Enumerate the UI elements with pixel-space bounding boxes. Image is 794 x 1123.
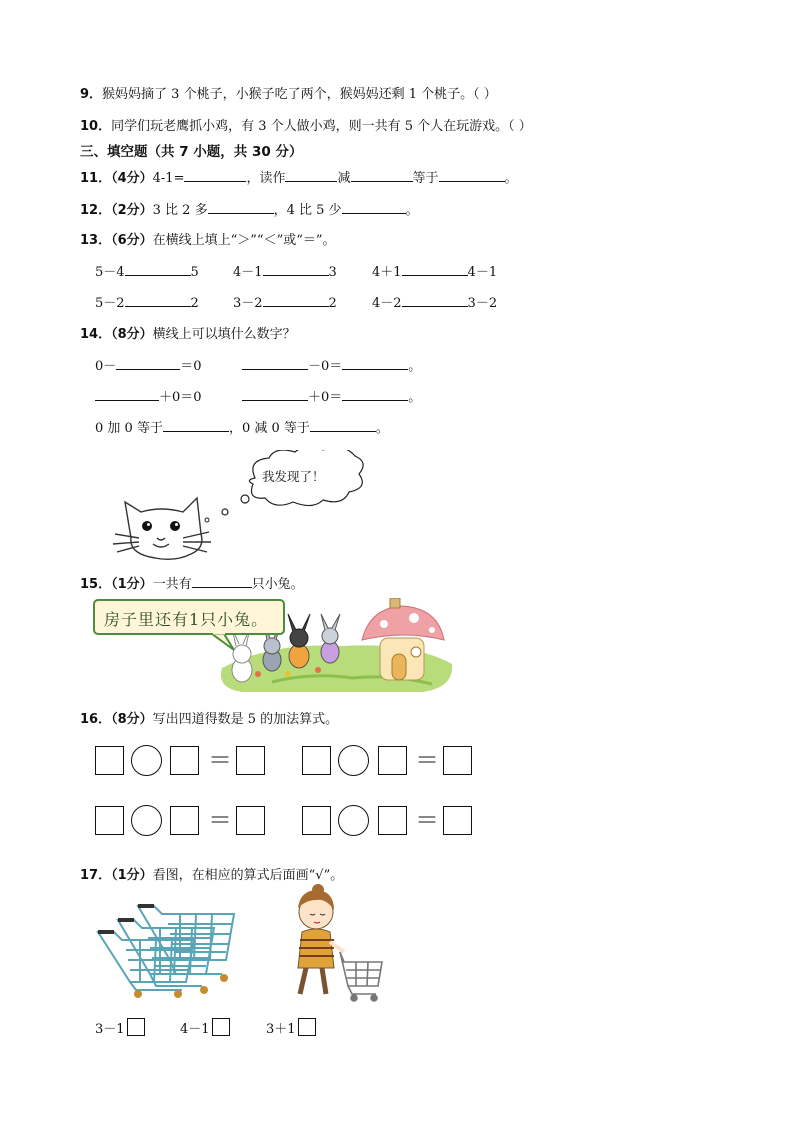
shopping-cart-icon	[98, 932, 194, 990]
answer-blank[interactable]	[263, 263, 329, 276]
text: 4－1	[467, 265, 498, 280]
compare-item	[372, 292, 497, 311]
thought-bubble	[205, 450, 363, 522]
text: 5－4	[95, 265, 125, 280]
fill-item	[95, 386, 202, 405]
question-12	[80, 199, 419, 218]
text: ，0 减 0 等于	[228, 421, 310, 436]
text: 。	[408, 390, 422, 405]
question-number: 14．	[80, 327, 112, 342]
rabbit-icon	[321, 614, 340, 663]
option-expression: 3＋1	[266, 1022, 296, 1037]
text: 2	[328, 296, 337, 311]
text: 。	[504, 171, 518, 186]
text: －0＝	[308, 359, 343, 374]
cat-face-icon	[113, 498, 211, 559]
text: 2	[190, 296, 199, 311]
text: 3－2	[467, 296, 498, 311]
answer-blank[interactable]	[263, 294, 329, 307]
option-expression: 4－1	[180, 1022, 210, 1037]
question-text: 写出四道得数是 5 的加法算式。	[152, 712, 339, 727]
wheel-icon	[200, 986, 208, 994]
question-score: （1分）	[111, 577, 153, 592]
question-number: 10．	[80, 119, 112, 134]
question-number: 12．	[80, 203, 112, 218]
question-score: （4分）	[111, 171, 153, 186]
expression: 4-1=	[152, 171, 185, 186]
text: 一共有	[152, 577, 192, 592]
answer-blank[interactable]	[342, 357, 408, 370]
rabbit-icon	[232, 628, 252, 682]
question-15	[80, 573, 304, 592]
option-item	[180, 1018, 230, 1037]
question-17	[80, 864, 343, 883]
equals-sign: ＝	[208, 806, 232, 834]
text: ，4 比 5 少	[273, 203, 342, 218]
question-score: （6分）	[111, 233, 153, 248]
text: ＝0	[180, 359, 202, 374]
cat-illustration	[105, 450, 370, 565]
answer-box[interactable]	[95, 806, 124, 835]
option-item	[95, 1018, 145, 1037]
text: 只小兔。	[251, 577, 304, 592]
answer-box[interactable]	[443, 806, 472, 835]
check-box[interactable]	[212, 1018, 230, 1036]
question-text: 在横线上填上“＞”“＜”或“＝”。	[152, 233, 336, 248]
shopping-carts-illustration	[92, 898, 242, 1002]
text: 5	[190, 265, 199, 280]
girl-icon	[298, 884, 344, 994]
text: 4－2	[372, 296, 402, 311]
question-number: 9．	[80, 87, 103, 102]
answer-blank[interactable]	[95, 388, 159, 401]
answer-blank[interactable]	[192, 575, 252, 588]
girl-with-cart-illustration	[282, 882, 388, 1004]
answer-box[interactable]	[95, 746, 124, 775]
section-heading: 三、填空题（共 7 小题，共 30 分）	[80, 144, 303, 160]
question-score: （2分）	[111, 203, 153, 218]
question-10	[80, 115, 532, 134]
answer-blank[interactable]	[116, 357, 180, 370]
text: ，读作	[246, 171, 286, 186]
rabbit-icon	[288, 614, 310, 668]
operator-circle[interactable]	[338, 745, 369, 776]
answer-box[interactable]	[170, 806, 199, 835]
text: 5－2	[95, 296, 125, 311]
bubble-text: 我发现了！	[262, 469, 325, 484]
fill-item	[95, 355, 202, 374]
wheel-icon	[134, 990, 142, 998]
text: 3－2	[233, 296, 263, 311]
question-number: 13．	[80, 233, 112, 248]
question-score: （8分）	[111, 327, 153, 342]
fill-item	[242, 355, 421, 374]
answer-blank[interactable]	[163, 419, 229, 432]
answer-box[interactable]	[378, 746, 407, 775]
answer-blank[interactable]	[285, 169, 337, 182]
equals-sign: ＝	[208, 746, 232, 774]
text: 等于	[412, 171, 439, 186]
answer-box[interactable]	[443, 746, 472, 775]
text: 3	[328, 265, 337, 280]
text: 。	[408, 359, 422, 374]
check-box[interactable]	[298, 1018, 316, 1036]
text: 4－1	[233, 265, 263, 280]
compare-item	[372, 261, 497, 280]
equals-sign: ＝	[415, 806, 439, 834]
compare-item	[233, 292, 337, 311]
equals-sign: ＝	[415, 746, 439, 774]
answer-blank[interactable]	[242, 388, 308, 401]
question-number: 16．	[80, 712, 112, 727]
answer-blank[interactable]	[402, 294, 468, 307]
text: ＋0＝0	[159, 390, 202, 405]
compare-item	[233, 261, 337, 280]
question-text: 同学们玩老鹰抓小鸡，有 3 个人做小鸡，则一共有 5 个人在玩游戏。（ ）	[111, 119, 532, 134]
question-16	[80, 708, 338, 727]
text: 4＋1	[372, 265, 402, 280]
answer-blank[interactable]	[342, 201, 406, 214]
question-text: 横线上可以填什么数字？	[152, 327, 296, 342]
fill-item	[242, 386, 421, 405]
text: 。	[405, 203, 419, 218]
question-number: 17．	[80, 868, 112, 883]
operator-circle[interactable]	[131, 745, 162, 776]
question-text: 看图，在相应的算式后面画“√”。	[152, 868, 344, 883]
wheel-icon	[220, 974, 228, 982]
question-number: 11．	[80, 171, 112, 186]
wheel-icon	[174, 990, 182, 998]
question-13	[80, 229, 336, 248]
answer-box[interactable]	[236, 806, 265, 835]
operator-circle[interactable]	[131, 805, 162, 836]
answer-blank[interactable]	[125, 263, 191, 276]
option-expression: 3－1	[95, 1022, 125, 1037]
question-14	[80, 323, 296, 342]
answer-box[interactable]	[236, 746, 265, 775]
answer-box[interactable]	[302, 806, 331, 835]
answer-blank[interactable]	[184, 169, 246, 182]
question-text: 猴妈妈摘了 3 个桃子，小猴子吃了两个，猴妈妈还剩 1 个桃子。（ ）	[102, 87, 497, 102]
answer-box[interactable]	[378, 806, 407, 835]
operator-circle[interactable]	[338, 805, 369, 836]
question-9	[80, 83, 497, 102]
check-box[interactable]	[127, 1018, 145, 1036]
option-item	[266, 1018, 316, 1037]
question-11	[80, 167, 518, 186]
answer-blank[interactable]	[342, 388, 408, 401]
answer-blank[interactable]	[208, 201, 274, 214]
answer-blank[interactable]	[439, 169, 505, 182]
answer-blank[interactable]	[310, 419, 376, 432]
answer-blank[interactable]	[351, 169, 413, 182]
answer-blank[interactable]	[242, 357, 308, 370]
answer-blank[interactable]	[402, 263, 468, 276]
answer-box[interactable]	[302, 746, 331, 775]
text: 减	[337, 171, 351, 186]
fill-item	[95, 417, 389, 436]
sign-text: 房子里还有1只小兔。	[104, 610, 269, 629]
compare-item	[95, 292, 199, 311]
text: ＋0＝	[308, 390, 343, 405]
question-score: （1分）	[111, 868, 153, 883]
answer-blank[interactable]	[125, 294, 191, 307]
shopping-cart-icon	[340, 952, 382, 1001]
compare-item	[95, 261, 199, 280]
answer-box[interactable]	[170, 746, 199, 775]
text: 0－	[95, 359, 117, 374]
text: 0 加 0 等于	[95, 421, 163, 436]
question-number: 15．	[80, 577, 112, 592]
question-score: （8分）	[111, 712, 153, 727]
text: 。	[375, 421, 389, 436]
text: 3 比 2 多	[152, 203, 208, 218]
